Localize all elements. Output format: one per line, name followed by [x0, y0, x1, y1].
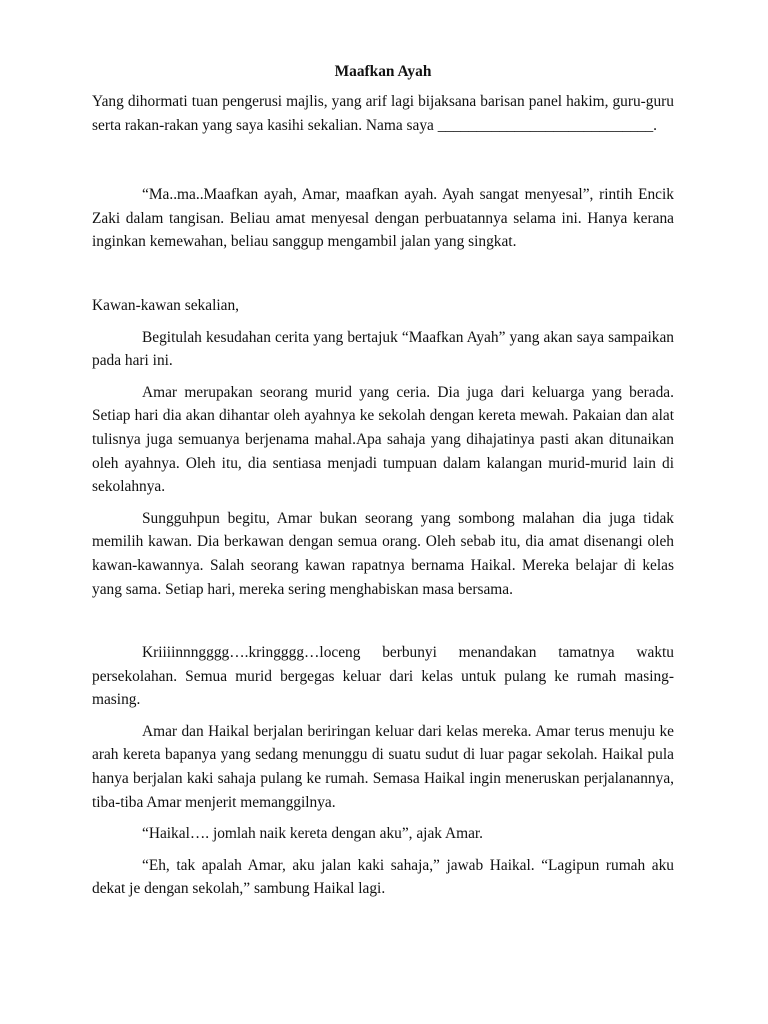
paragraph-quote-apology: “Ma..ma..Maafkan ayah, Amar, maafkan ayah. Ayah sangat menyesal”, rintih Encik Zaki dalam tangisan. Beliau amat menyesal dengan perbuatannya selama ini. Hanya kerana inginkan kemewahan, beliau sanggup mengambil jalan yang singkat. [92, 186, 674, 251]
paragraph-dialogue-amar: “Haikal…. jomlah naik kereta dengan aku”, ajak Amar. [142, 825, 484, 843]
paragraph-amar-description: Amar merupakan seorang murid yang ceria. Dia juga dari keluarga yang berada. Setiap hari dia akan dihantar oleh ayahnya ke sekolah dengan kereta mewah. Pakaian dan alat tulisnya juga semuanya berjenama mahal.Apa sahaja yang dihajatinya pasti akan ditunaikan oleh ayahnya. Oleh itu, dia sentiasa menjadi tumpuan dalam kalangan murid-murid lain di sekolahnya. [92, 383, 674, 496]
document-title: Maafkan Ayah [334, 63, 432, 80]
paragraph-opening: Yang dihormati tuan pengerusi majlis, yang arif lagi bijaksana barisan panel hakim, guru-guru serta rakan-rakan yang saya kasihi sekalian. Nama saya ____________________________. [92, 93, 674, 134]
paragraph-dialogue-haikal: “Eh, tak apalah Amar, aku jalan kaki sahaja,” jawab Haikal. “Lagipun rumah aku dekat je dengan sekolah,” sambung Haikal lagi. [92, 856, 674, 898]
paragraph-school-bell: Kriiiinnngggg….kringggg…loceng berbunyi menandakan tamatnya waktu persekolahan. Semua murid bergegas keluar dari kelas untuk pulang ke rumah masing-masing. [92, 644, 674, 709]
paragraph-greeting: Kawan-kawan sekalian, [92, 296, 240, 314]
document-page [92, 60, 674, 901]
paragraph-amar-friends: Sungguhpun begitu, Amar bukan seorang yang sombong malahan dia juga tidak memilih kawan. Dia berkawan dengan semua orang. Oleh sebab itu, dia amat disenangi oleh kawan-kawannya. Salah seorang kawan rapatnya bernama Haikal. Mereka belajar di kelas yang sama. Setiap hari, mereka sering menghabiskan masa bersama. [92, 509, 674, 598]
paragraph-story-intro: Begitulah kesudahan cerita yang bertajuk “Maafkan Ayah” yang akan saya sampaikan pada hari ini. [92, 328, 674, 370]
paragraph-walking-out: Amar dan Haikal berjalan beriringan keluar dari kelas mereka. Amar terus menuju ke arah kereta bapanya yang sedang menunggu di suatu sudut di luar pagar sekolah. Haikal pula hanya berjalan kaki sahaja pulang ke rumah. Semasa Haikal ingin meneruskan perjalanannya, tiba-tiba Amar menjerit memanggilnya. [92, 722, 674, 811]
